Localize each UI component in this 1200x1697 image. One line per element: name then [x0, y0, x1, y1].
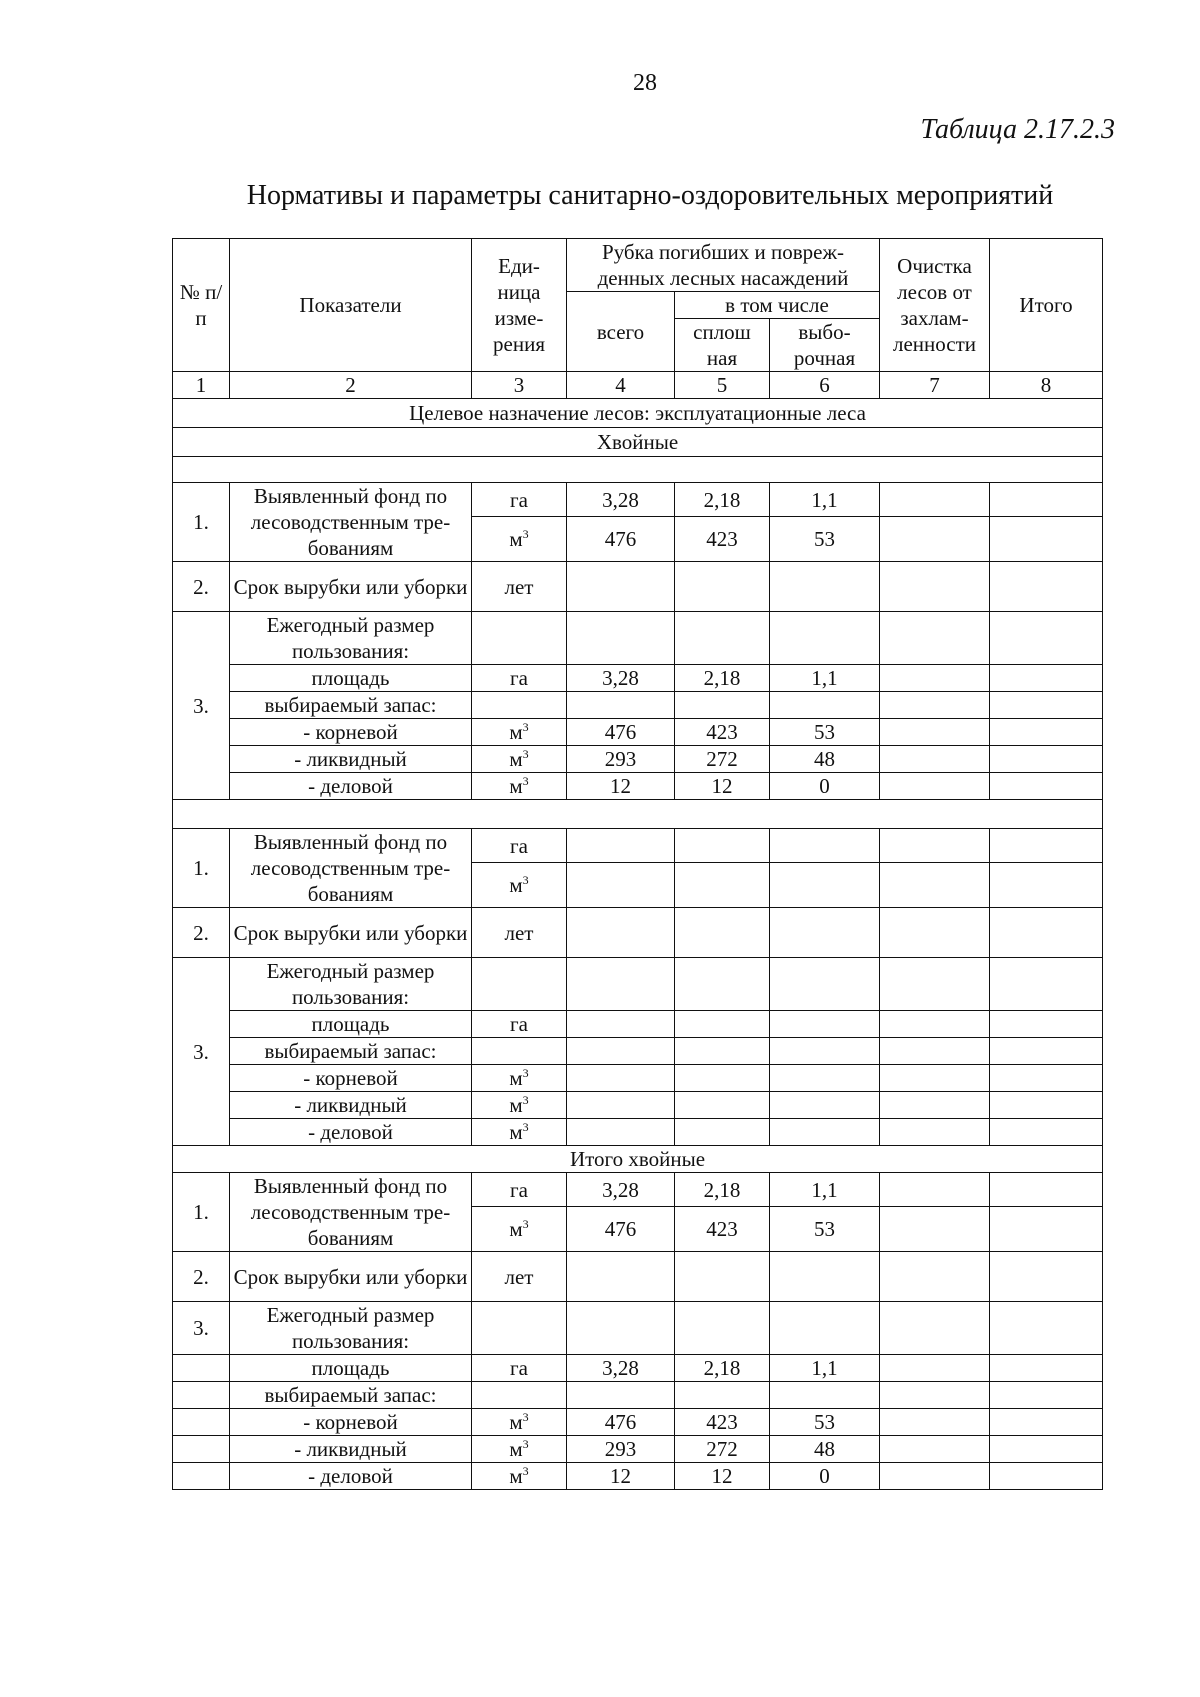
itogo-cell	[990, 1382, 1103, 1409]
row-number-empty	[173, 1355, 230, 1382]
value-cell	[567, 1302, 675, 1355]
header-including: в том числе	[675, 292, 880, 319]
value-cell	[770, 1382, 880, 1409]
unit-text: м	[509, 1120, 523, 1144]
itogo-cell	[990, 1092, 1103, 1119]
value-cell: 48	[770, 1436, 880, 1463]
itogo-cell	[990, 483, 1103, 517]
indicator-cell: площадь	[230, 1355, 472, 1382]
row-number-empty	[173, 1436, 230, 1463]
unit-text: м	[509, 747, 523, 771]
table-row	[173, 1065, 1103, 1092]
value-cell: 3,28	[567, 483, 675, 517]
value-cell: 12	[675, 1463, 770, 1490]
cleanup-cell	[880, 1463, 990, 1490]
unit-exponent: 3	[522, 1437, 529, 1451]
unit-cell: га	[472, 665, 567, 692]
table-label: Таблица 2.17.2.3	[920, 114, 1115, 145]
unit-cell: лет	[472, 1252, 567, 1302]
value-cell	[675, 1382, 770, 1409]
value-cell	[770, 829, 880, 863]
cleanup-cell	[880, 1436, 990, 1463]
unit-cell: га	[472, 1011, 567, 1038]
unit-cell: га	[472, 1173, 567, 1207]
value-cell	[770, 1011, 880, 1038]
unit-text: м	[509, 720, 523, 744]
row-number: 1.	[173, 829, 230, 908]
value-cell	[770, 1065, 880, 1092]
unit-cell	[472, 1207, 567, 1252]
cleanup-cell	[880, 719, 990, 746]
value-cell: 476	[567, 719, 675, 746]
value-cell: 423	[675, 1409, 770, 1436]
value-cell: 53	[770, 1207, 880, 1252]
itogo-cell	[990, 612, 1103, 665]
header-cleanup: Очистка лесов от захлам-ленности	[880, 239, 990, 372]
indicator-cell: выбираемый запас:	[230, 1382, 472, 1409]
indicator-cell: Срок вырубки или уборки	[230, 1252, 472, 1302]
header-total: всего	[567, 292, 675, 372]
table-row	[173, 665, 1103, 692]
value-cell	[675, 1038, 770, 1065]
cleanup-cell	[880, 1207, 990, 1252]
value-cell: 12	[567, 1463, 675, 1490]
value-cell: 3,28	[567, 1173, 675, 1207]
unit-exponent: 3	[522, 720, 529, 734]
page-number: 28	[633, 70, 657, 96]
purpose-heading: Целевое назначение лесов: эксплуатационные леса	[173, 399, 1103, 428]
value-cell	[567, 1065, 675, 1092]
value-cell: 2,18	[675, 1173, 770, 1207]
unit-text: м	[509, 1464, 523, 1488]
value-cell: 12	[675, 773, 770, 800]
row-number: 2.	[173, 908, 230, 958]
unit-exponent: 3	[522, 1410, 529, 1424]
cleanup-cell	[880, 483, 990, 517]
value-cell	[770, 1038, 880, 1065]
unit-exponent: 3	[522, 1120, 529, 1134]
cleanup-cell	[880, 773, 990, 800]
row-number-empty	[173, 1409, 230, 1436]
unit-exponent: 3	[522, 873, 529, 888]
indicator-cell: - корневой	[230, 1065, 472, 1092]
value-cell: 293	[567, 1436, 675, 1463]
section-heading-row	[173, 1146, 1103, 1173]
value-cell	[567, 562, 675, 612]
cleanup-cell	[880, 1302, 990, 1355]
value-cell	[567, 829, 675, 863]
indicator-cell: Выявленный фонд по лесоводственным тре-бованиям	[230, 829, 472, 908]
value-cell: 476	[567, 1207, 675, 1252]
itogo-cell	[990, 1355, 1103, 1382]
itogo-cell	[990, 517, 1103, 562]
unit-text: м	[509, 873, 523, 898]
unit-cell	[472, 1065, 567, 1092]
value-cell	[567, 958, 675, 1011]
row-number-empty	[173, 1463, 230, 1490]
unit-cell	[472, 692, 567, 719]
value-cell: 2,18	[675, 483, 770, 517]
value-cell	[567, 1119, 675, 1146]
empty-row	[173, 457, 1103, 483]
indicator-cell: - ликвидный	[230, 1436, 472, 1463]
indicator-cell: - корневой	[230, 719, 472, 746]
value-cell	[770, 958, 880, 1011]
section-heading-row	[173, 800, 1103, 829]
spacer-row	[173, 457, 1103, 483]
table-row	[173, 1252, 1103, 1302]
unit-cell	[472, 517, 567, 562]
unit-exponent: 3	[522, 1093, 529, 1107]
value-cell	[770, 612, 880, 665]
itogo-cell	[990, 908, 1103, 958]
value-cell: 272	[675, 746, 770, 773]
indicator-cell: Выявленный фонд по лесоводственным тре-бованиям	[230, 483, 472, 562]
column-number: 8	[990, 372, 1103, 399]
unit-text: м	[509, 1066, 523, 1090]
itogo-cell	[990, 1252, 1103, 1302]
value-cell: 0	[770, 773, 880, 800]
cleanup-cell	[880, 746, 990, 773]
row-number-empty	[173, 1382, 230, 1409]
header-clear: сплош ная	[675, 319, 770, 372]
value-cell	[675, 908, 770, 958]
unit-cell	[472, 1463, 567, 1490]
itogo-cell	[990, 863, 1103, 908]
value-cell	[675, 612, 770, 665]
value-cell	[675, 1011, 770, 1038]
unit-exponent: 3	[522, 527, 529, 542]
value-cell	[675, 958, 770, 1011]
table-row	[173, 1302, 1103, 1355]
itogo-cell	[990, 1011, 1103, 1038]
value-cell: 48	[770, 746, 880, 773]
row-number: 1.	[173, 1173, 230, 1252]
column-numbers-row	[173, 372, 1103, 399]
cleanup-cell	[880, 1355, 990, 1382]
section-heading: Итого хвойные	[173, 1146, 1103, 1173]
indicator-cell: - ликвидный	[230, 1092, 472, 1119]
table-row	[173, 1436, 1103, 1463]
itogo-cell	[990, 829, 1103, 863]
unit-cell	[472, 719, 567, 746]
itogo-cell	[990, 746, 1103, 773]
value-cell	[567, 1038, 675, 1065]
itogo-cell	[990, 1207, 1103, 1252]
row-number: 3.	[173, 1302, 230, 1355]
cleanup-cell	[880, 1038, 990, 1065]
unit-cell	[472, 1409, 567, 1436]
value-cell	[675, 1092, 770, 1119]
itogo-cell	[990, 1409, 1103, 1436]
value-cell	[675, 1252, 770, 1302]
header-selective: выбо-рочная	[770, 319, 880, 372]
cleanup-cell	[880, 1409, 990, 1436]
unit-exponent: 3	[522, 1217, 529, 1232]
value-cell: 12	[567, 773, 675, 800]
row-number: 3.	[173, 612, 230, 800]
cleanup-cell	[880, 829, 990, 863]
itogo-cell	[990, 773, 1103, 800]
cleanup-cell	[880, 1065, 990, 1092]
itogo-cell	[990, 1173, 1103, 1207]
value-cell	[567, 908, 675, 958]
unit-cell	[472, 1038, 567, 1065]
table-row	[173, 483, 1103, 517]
value-cell: 423	[675, 517, 770, 562]
document-title: Нормативы и параметры санитарно-оздоровительных мероприятий	[246, 180, 1054, 211]
unit-cell	[472, 1092, 567, 1119]
header-num: № п/п	[173, 239, 230, 372]
unit-cell	[472, 863, 567, 908]
value-cell	[675, 1065, 770, 1092]
itogo-cell	[990, 1463, 1103, 1490]
indicator-cell: Срок вырубки или уборки	[230, 562, 472, 612]
value-cell	[770, 562, 880, 612]
itogo-cell	[990, 665, 1103, 692]
indicator-cell: - деловой	[230, 1463, 472, 1490]
table-row	[173, 719, 1103, 746]
value-cell	[770, 1092, 880, 1119]
unit-exponent: 3	[522, 774, 529, 788]
row-number: 3.	[173, 958, 230, 1146]
table-row	[173, 1038, 1103, 1065]
unit-cell	[472, 1436, 567, 1463]
value-cell: 53	[770, 719, 880, 746]
unit-cell: лет	[472, 908, 567, 958]
column-number: 3	[472, 372, 567, 399]
unit-text: м	[509, 1437, 523, 1461]
header-row	[173, 239, 1103, 292]
table-row	[173, 1382, 1103, 1409]
unit-cell	[472, 1382, 567, 1409]
value-cell: 1,1	[770, 665, 880, 692]
value-cell	[675, 692, 770, 719]
indicator-cell: Ежегодный размер пользования:	[230, 612, 472, 665]
column-number: 4	[567, 372, 675, 399]
section-heading-empty	[173, 800, 1103, 829]
cleanup-cell	[880, 1092, 990, 1119]
header-felling: Рубка погибших и повреж-денных лесных насаждений	[567, 239, 880, 292]
indicator-cell: площадь	[230, 1011, 472, 1038]
value-cell: 3,28	[567, 665, 675, 692]
norms-table	[172, 238, 1103, 1490]
unit-cell: лет	[472, 562, 567, 612]
unit-cell: га	[472, 829, 567, 863]
table-row	[173, 1011, 1103, 1038]
value-cell	[567, 612, 675, 665]
table-row	[173, 1092, 1103, 1119]
table-row	[173, 746, 1103, 773]
header-indicators: Показатели	[230, 239, 472, 372]
cleanup-cell	[880, 958, 990, 1011]
cleanup-cell	[880, 908, 990, 958]
unit-text: м	[509, 1217, 523, 1242]
value-cell: 423	[675, 719, 770, 746]
value-cell: 2,18	[675, 1355, 770, 1382]
itogo-cell	[990, 1436, 1103, 1463]
unit-cell	[472, 746, 567, 773]
value-cell: 476	[567, 1409, 675, 1436]
value-cell	[770, 863, 880, 908]
value-cell	[675, 863, 770, 908]
table-row	[173, 773, 1103, 800]
value-cell: 476	[567, 517, 675, 562]
value-cell	[770, 1302, 880, 1355]
cleanup-cell	[880, 562, 990, 612]
indicator-cell: Срок вырубки или уборки	[230, 908, 472, 958]
unit-cell	[472, 958, 567, 1011]
value-cell: 1,1	[770, 1355, 880, 1382]
table-row	[173, 562, 1103, 612]
value-cell	[567, 1382, 675, 1409]
cleanup-cell	[880, 1119, 990, 1146]
cleanup-cell	[880, 1173, 990, 1207]
indicator-cell: Ежегодный размер пользования:	[230, 958, 472, 1011]
value-cell: 2,18	[675, 665, 770, 692]
indicator-cell: - корневой	[230, 1409, 472, 1436]
table-row	[173, 829, 1103, 863]
value-cell: 53	[770, 1409, 880, 1436]
cleanup-cell	[880, 692, 990, 719]
unit-exponent: 3	[522, 1464, 529, 1478]
cleanup-cell	[880, 665, 990, 692]
table-row	[173, 1119, 1103, 1146]
unit-cell: га	[472, 483, 567, 517]
section-heading-row	[173, 428, 1103, 457]
column-number: 5	[675, 372, 770, 399]
value-cell	[567, 692, 675, 719]
cleanup-cell	[880, 1382, 990, 1409]
header-unit: Еди-ница изме-рения	[472, 239, 567, 372]
unit-cell	[472, 1119, 567, 1146]
value-cell	[675, 1119, 770, 1146]
column-number: 2	[230, 372, 472, 399]
indicator-cell: Ежегодный размер пользования:	[230, 1302, 472, 1355]
table-row	[173, 612, 1103, 665]
unit-cell	[472, 1302, 567, 1355]
column-number: 1	[173, 372, 230, 399]
section-heading: Хвойные	[173, 428, 1103, 457]
value-cell: 3,28	[567, 1355, 675, 1382]
value-cell	[567, 1011, 675, 1038]
unit-text: м	[509, 527, 523, 552]
value-cell: 0	[770, 1463, 880, 1490]
table-row	[173, 1355, 1103, 1382]
value-cell	[567, 1252, 675, 1302]
cleanup-cell	[880, 1252, 990, 1302]
value-cell	[770, 692, 880, 719]
indicator-cell: выбираемый запас:	[230, 692, 472, 719]
unit-exponent: 3	[522, 1066, 529, 1080]
cleanup-cell	[880, 1011, 990, 1038]
cleanup-cell	[880, 612, 990, 665]
value-cell: 1,1	[770, 1173, 880, 1207]
value-cell: 293	[567, 746, 675, 773]
value-cell	[675, 562, 770, 612]
unit-cell	[472, 612, 567, 665]
value-cell: 53	[770, 517, 880, 562]
indicator-cell: - деловой	[230, 773, 472, 800]
row-number: 2.	[173, 562, 230, 612]
value-cell	[675, 829, 770, 863]
table-row	[173, 1409, 1103, 1436]
row-number: 2.	[173, 1252, 230, 1302]
table-row	[173, 692, 1103, 719]
unit-text: м	[509, 774, 523, 798]
value-cell	[567, 1092, 675, 1119]
indicator-cell: выбираемый запас:	[230, 1038, 472, 1065]
itogo-cell	[990, 1119, 1103, 1146]
table-body	[173, 239, 1103, 1490]
unit-cell: га	[472, 1355, 567, 1382]
itogo-cell	[990, 958, 1103, 1011]
indicator-cell: - ликвидный	[230, 746, 472, 773]
cleanup-cell	[880, 517, 990, 562]
value-cell: 272	[675, 1436, 770, 1463]
value-cell	[675, 1302, 770, 1355]
itogo-cell	[990, 1065, 1103, 1092]
table-row	[173, 1463, 1103, 1490]
itogo-cell	[990, 1302, 1103, 1355]
header-itogo: Итого	[990, 239, 1103, 372]
unit-text: м	[509, 1093, 523, 1117]
itogo-cell	[990, 562, 1103, 612]
indicator-cell: - деловой	[230, 1119, 472, 1146]
unit-text: м	[509, 1410, 523, 1434]
value-cell	[770, 1119, 880, 1146]
unit-cell	[472, 773, 567, 800]
table-row	[173, 908, 1103, 958]
value-cell: 423	[675, 1207, 770, 1252]
value-cell	[770, 1252, 880, 1302]
table-row	[173, 958, 1103, 1011]
cleanup-cell	[880, 863, 990, 908]
indicator-cell: Выявленный фонд по лесоводственным тре-бованиям	[230, 1173, 472, 1252]
itogo-cell	[990, 692, 1103, 719]
value-cell	[770, 908, 880, 958]
value-cell	[567, 863, 675, 908]
column-number: 6	[770, 372, 880, 399]
table-row	[173, 1173, 1103, 1207]
row-number: 1.	[173, 483, 230, 562]
indicator-cell: площадь	[230, 665, 472, 692]
unit-exponent: 3	[522, 747, 529, 761]
itogo-cell	[990, 719, 1103, 746]
itogo-cell	[990, 1038, 1103, 1065]
purpose-row	[173, 399, 1103, 428]
column-number: 7	[880, 372, 990, 399]
value-cell: 1,1	[770, 483, 880, 517]
